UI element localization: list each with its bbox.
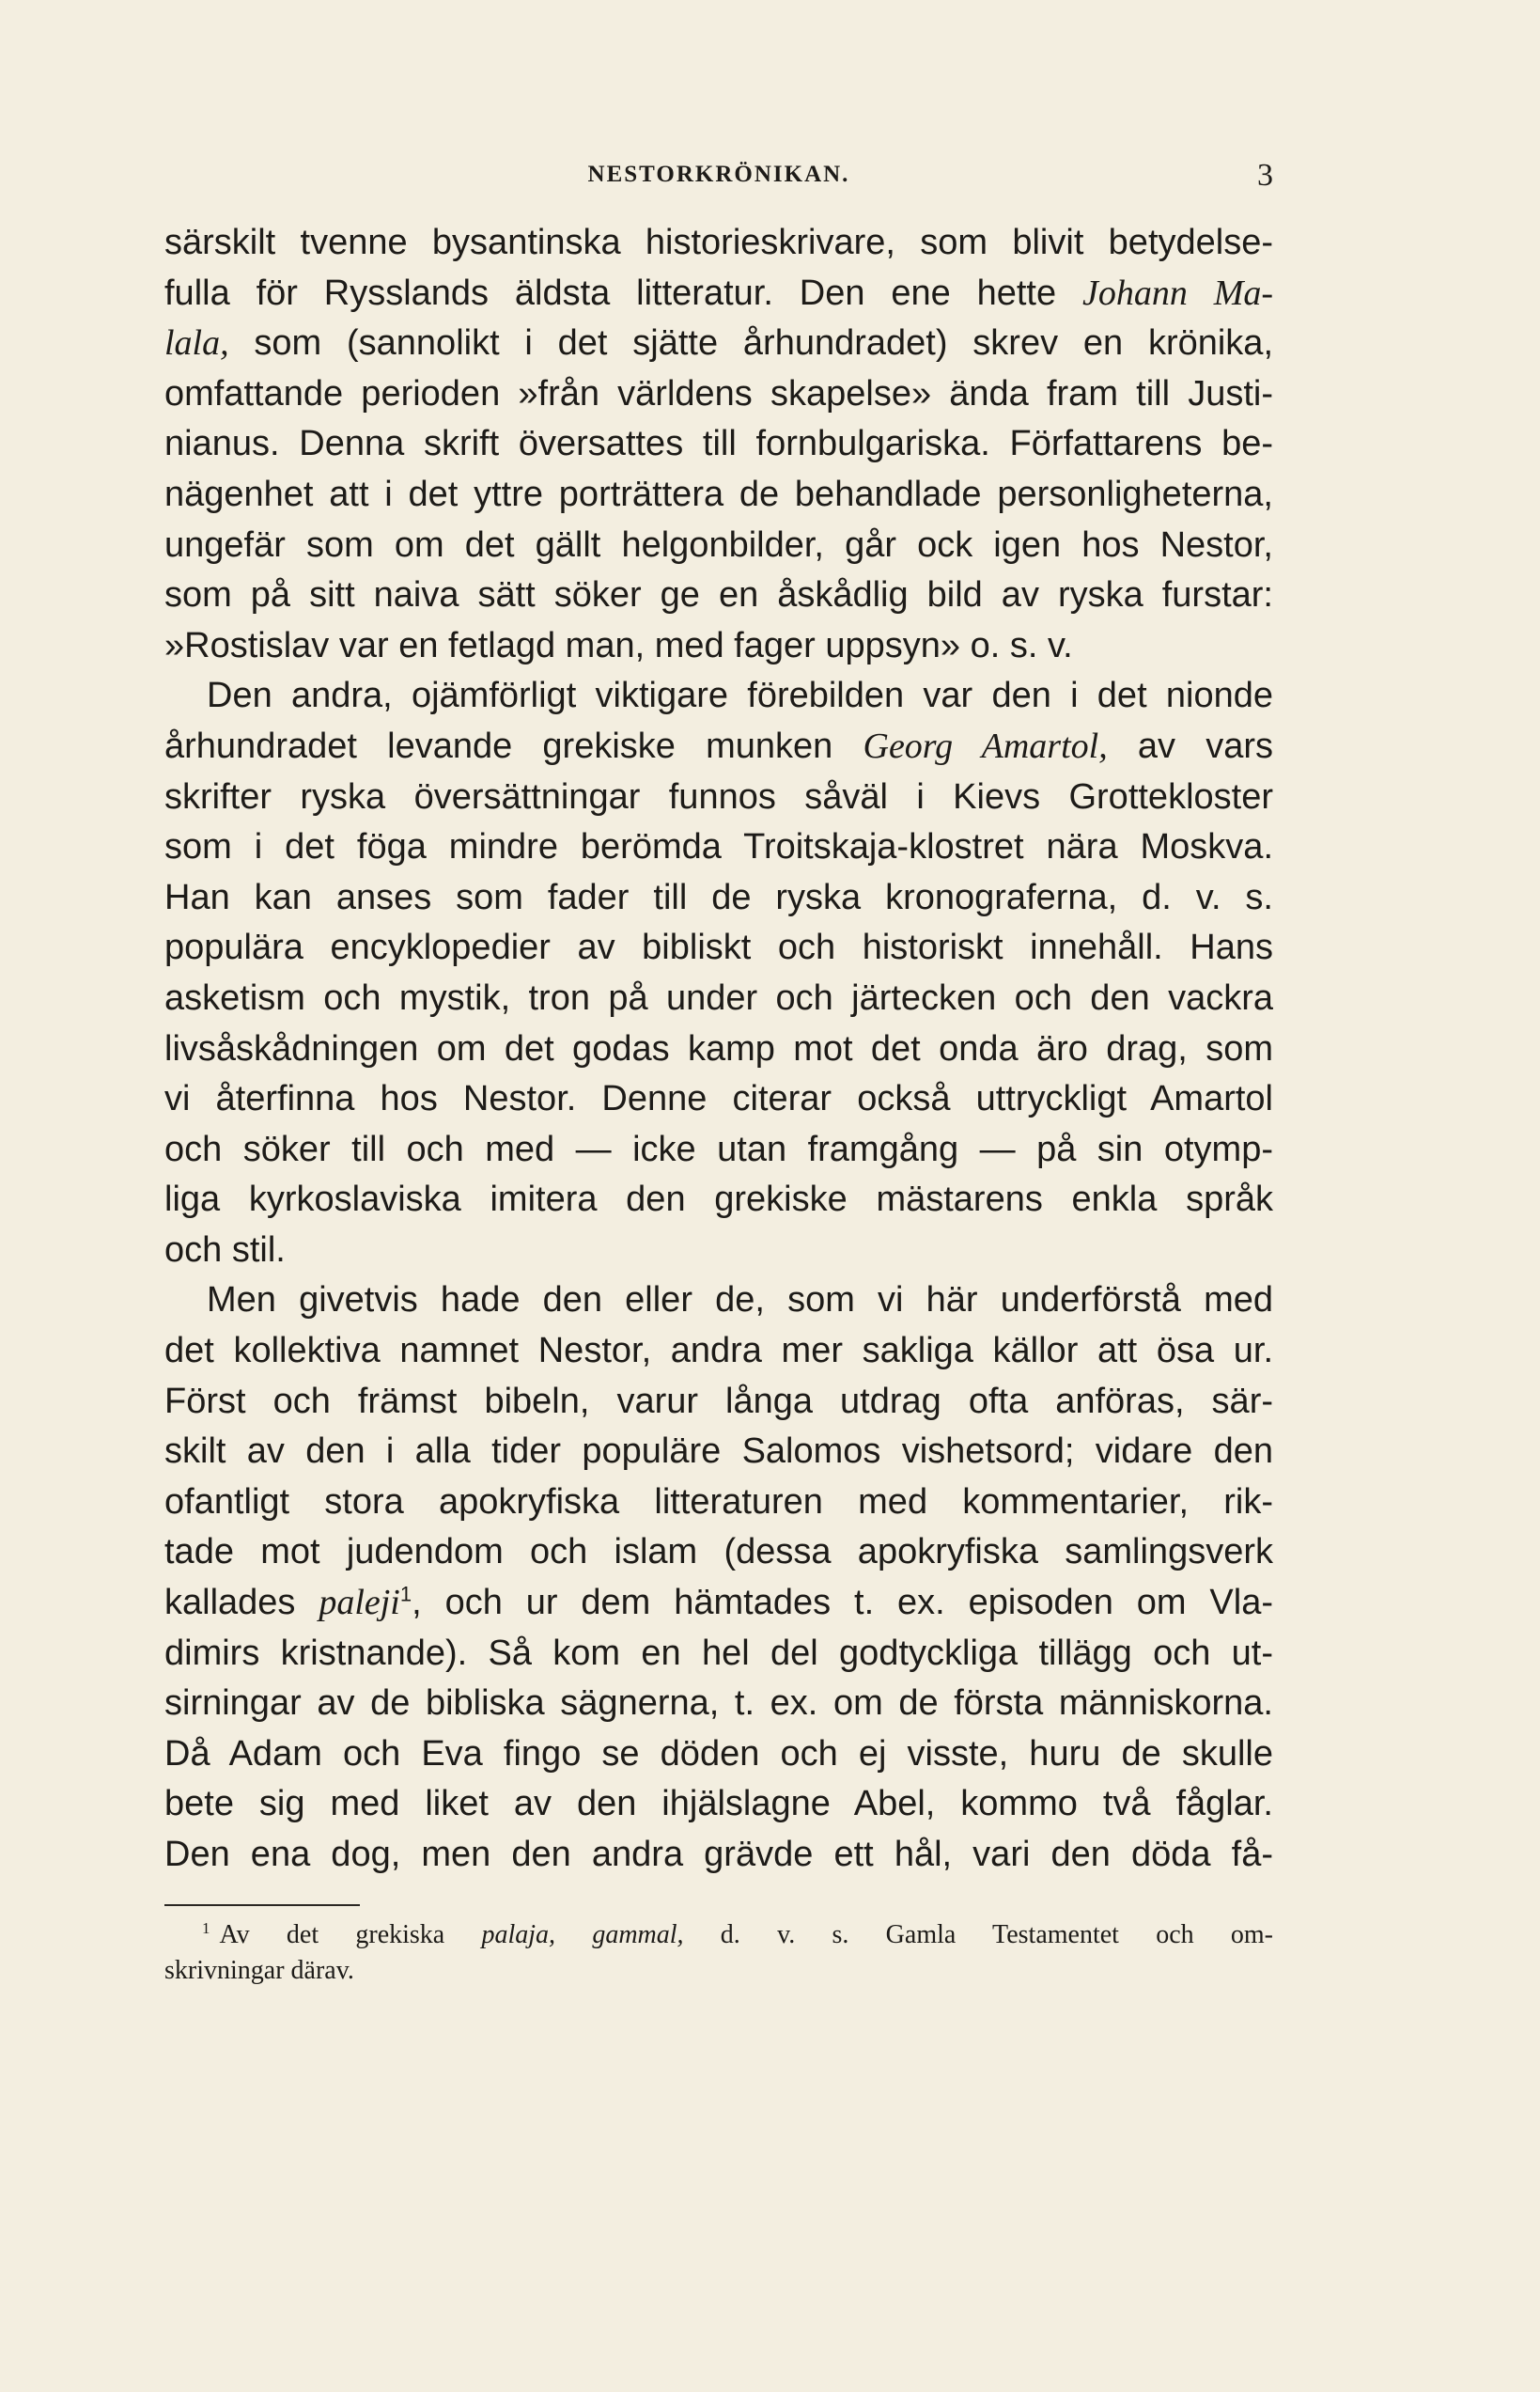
text-line: som i det föga mindre berömda Troitskaja-klostret nära Moskva. — [164, 827, 1273, 868]
text-line: bete sig med liket av den ihjälslagne Abel, kommo två fåglar. — [164, 1784, 1273, 1824]
text-line: och söker till och med — icke utan framgång — på sin otymp- — [164, 1129, 1273, 1169]
person-name: Johann — [1081, 273, 1188, 313]
text-line: asketism och mystik, tron på under och järtecken och den vackra — [164, 977, 1273, 1018]
text-line: ungefär som om det gällt helgonbilder, går ock igen hos Nestor, — [164, 524, 1273, 565]
text-line: Men givetvis hade den eller de, som vi här underförstå med — [207, 1280, 1273, 1321]
text-line: sirningar av de bibliska sägnerna, t. ex. om de första människorna. — [164, 1683, 1273, 1724]
text-line: lala, som (sannolikt i det sjätte århundradet) skrev en krönika, — [164, 323, 1273, 364]
text-line: skilt av den i alla tider populäre Salomos vishetsord; vidare den — [164, 1431, 1273, 1472]
text-line: omfattande perioden »från världens skapelse» ända fram till Justi- — [164, 373, 1273, 414]
text-line: Han kan anses som fader till de ryska kronograferna, d. v. s. — [164, 877, 1273, 917]
text-line: som på sitt naiva sätt söker ge en åskådlig bild av ryska furstar: — [164, 575, 1273, 616]
term-paleji: paleji — [319, 1583, 400, 1623]
person-name: Georg Amartol, — [863, 726, 1108, 766]
text-line: »Rostislav var en fetlagd man, med fager uppsyn» o. s. v. — [164, 625, 1073, 665]
text-line: kallades paleji$^1$, och ur dem hämtades t. ex. episoden om Vla- — [164, 1582, 1273, 1623]
footnote-line: $^1$ Av det grekiska palaja, gammal, d. v. s. Gamla Testamentet och om- — [202, 1918, 1273, 1949]
text-line: skrifter ryska översättningar funnos såväl i Kievs Grottekloster — [164, 776, 1273, 817]
text-line: ofantligt stora apokryfiska litteraturen med kommentarier, rik- — [164, 1481, 1273, 1522]
footnote-reference: 1 — [399, 1582, 412, 1606]
footnote — [164, 1917, 1273, 1989]
text-line: populära encyklopedier av bibliskt och historiskt innehåll. Hans — [164, 928, 1273, 968]
footnote-divider — [164, 1904, 360, 1906]
text-line: århundradet levande grekiske munken Georg Amartol, av vars — [164, 726, 1273, 766]
text-line: Den andra, ojämförligt viktigare förebilden var den i det nionde — [207, 676, 1273, 716]
running-head — [164, 158, 1273, 199]
text-line: det kollektiva namnet Nestor, andra mer sakliga källor att ösa ur. — [164, 1331, 1273, 1371]
text-line: tade mot judendom och islam (dessa apokryfiska samlingsverk — [164, 1532, 1273, 1572]
body-text — [164, 218, 1273, 1881]
text-line: fulla för Rysslands äldsta litteratur. Den ene hette Johann Ma- — [164, 273, 1273, 313]
person-name: Ma- — [1213, 273, 1273, 313]
text-line: vi återfinna hos Nestor. Denne citerar också uttryckligt Amartol — [164, 1079, 1273, 1119]
text-line: och stil. — [164, 1229, 286, 1270]
footnote-marker: 1 — [202, 1918, 210, 1937]
text-line: nianus. Denna skrift översattes till fornbulgariska. Författarens be- — [164, 424, 1273, 464]
person-name: lala, — [164, 323, 229, 364]
text-line: liga kyrkoslaviska imitera den grekiske mästarens enkla språk — [164, 1180, 1273, 1220]
text-line: särskilt tvenne bysantinska historieskrivare, som blivit betydelse- — [164, 223, 1273, 262]
text-line: nägenhet att i det yttre porträttera de behandlade personligheterna, — [164, 474, 1273, 514]
text-line: livsåskådningen om det godas kamp mot det onda äro drag, som — [164, 1028, 1273, 1069]
page-number: 3 — [1257, 158, 1273, 193]
text-line: dimirs kristnande). Så kom en hel del godtyckliga tillägg och ut- — [164, 1633, 1273, 1673]
text-line: Då Adam och Eva fingo se döden och ej visste, huru de skulle — [164, 1733, 1273, 1774]
text-line: Först och främst bibeln, varur långa utdrag ofta anföras, sär- — [164, 1381, 1273, 1421]
footnote-line: skrivningar därav. — [164, 1956, 354, 1985]
running-title: NESTORKRÖNIKAN. — [587, 162, 850, 187]
text-line: Den ena dog, men den andra grävde ett hål, vari den döda få- — [164, 1835, 1273, 1874]
